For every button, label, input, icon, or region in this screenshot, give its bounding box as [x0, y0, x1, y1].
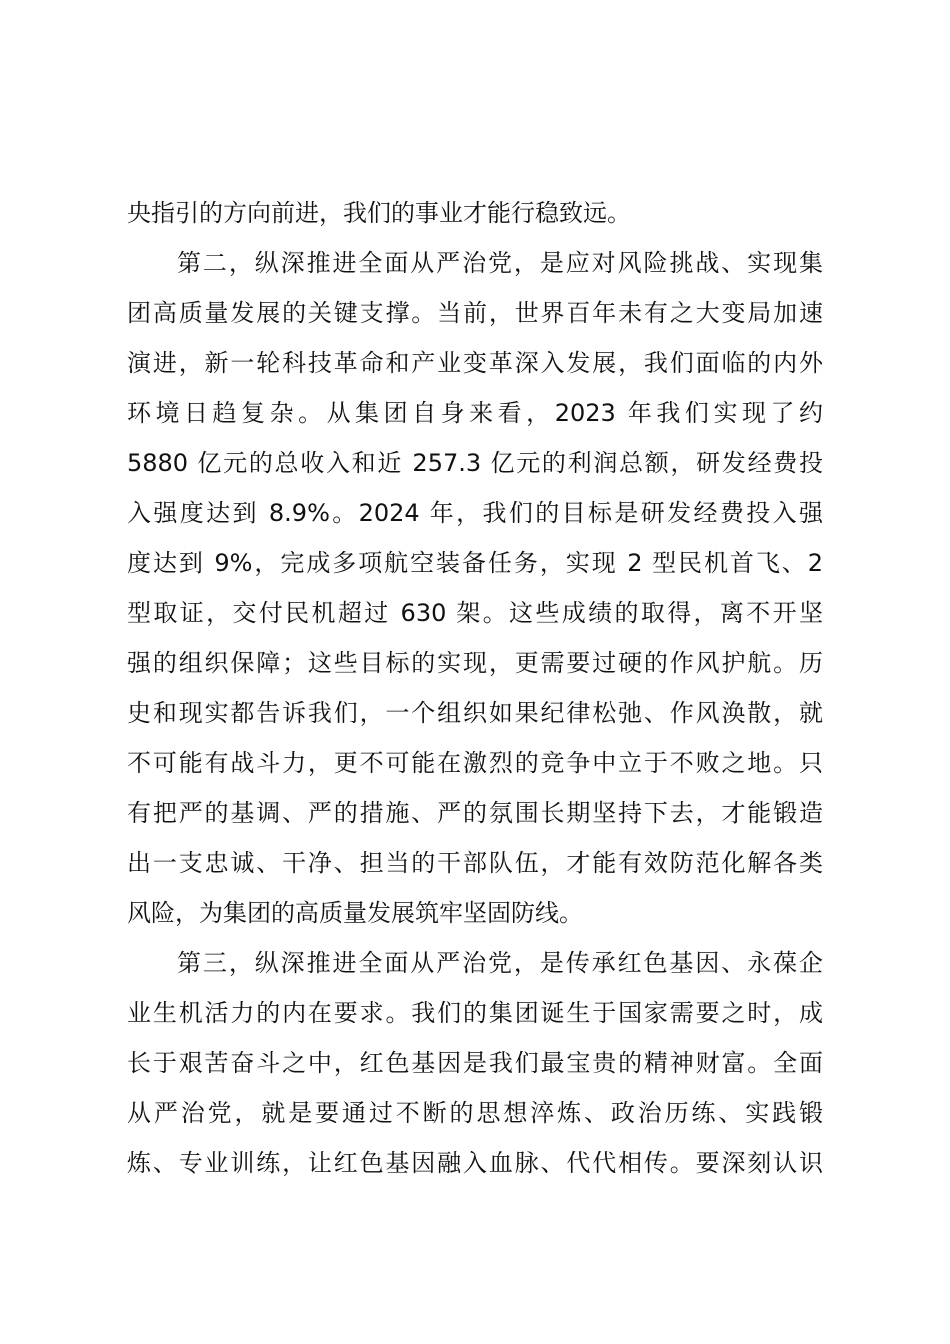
text-line: 团高质量发展的关键支撑。当前，世界百年未有之大变局加速 — [127, 299, 823, 327]
text-line: 炼、专业训练，让红色基因融入血脉、代代相传。要深刻认识 — [127, 1149, 823, 1177]
text-line: 长于艰苦奋斗之中，红色基因是我们最宝贵的精神财富。全面 — [127, 1049, 823, 1077]
paragraph-third-point — [127, 938, 823, 1188]
text-line: 第二，纵深推进全面从严治党，是应对风险挑战、实现集 — [177, 249, 823, 277]
text-line: 第三，纵深推进全面从严治党，是传承红色基因、永葆企 — [177, 949, 823, 977]
text-line: 风险，为集团的高质量发展筑牢坚固防线。 — [127, 899, 583, 927]
text-line: 演进，新一轮科技革命和产业变革深入发展，我们面临的内外 — [127, 349, 823, 377]
document-body — [127, 188, 823, 1188]
text-line: 不可能有战斗力，更不可能在激烈的竞争中立于不败之地。只 — [127, 749, 823, 777]
text-line: 度达到 9%，完成多项航空装备任务，实现 2 型民机首飞、2 — [127, 549, 823, 577]
text-line: 史和现实都告诉我们，一个组织如果纪律松弛、作风涣散，就 — [127, 699, 823, 727]
paragraph-second-point — [127, 238, 823, 938]
text-line: 5880 亿元的总收入和近 257.3 亿元的利润总额，研发经费投 — [127, 449, 823, 477]
text-line: 入强度达到 8.9%。2024 年，我们的目标是研发经费投入强 — [127, 499, 823, 527]
text-line: 环境日趋复杂。从集团自身来看，2023 年我们实现了约 — [127, 399, 823, 427]
text-line: 强的组织保障；这些目标的实现，更需要过硬的作风护航。历 — [127, 649, 823, 677]
text-line: 有把严的基调、严的措施、严的氛围长期坚持下去，才能锻造 — [127, 799, 823, 827]
text-line: 从严治党，就是要通过不断的思想淬炼、政治历练、实践锻 — [127, 1099, 823, 1127]
text-line: 央指引的方向前进，我们的事业才能行稳致远。 — [127, 199, 631, 227]
paragraph-continuation — [127, 188, 823, 238]
text-line: 业生机活力的内在要求。我们的集团诞生于国家需要之时，成 — [127, 999, 823, 1027]
text-line: 出一支忠诚、干净、担当的干部队伍，才能有效防范化解各类 — [127, 849, 823, 877]
text-line: 型取证，交付民机超过 630 架。这些成绩的取得，离不开坚 — [127, 599, 823, 627]
